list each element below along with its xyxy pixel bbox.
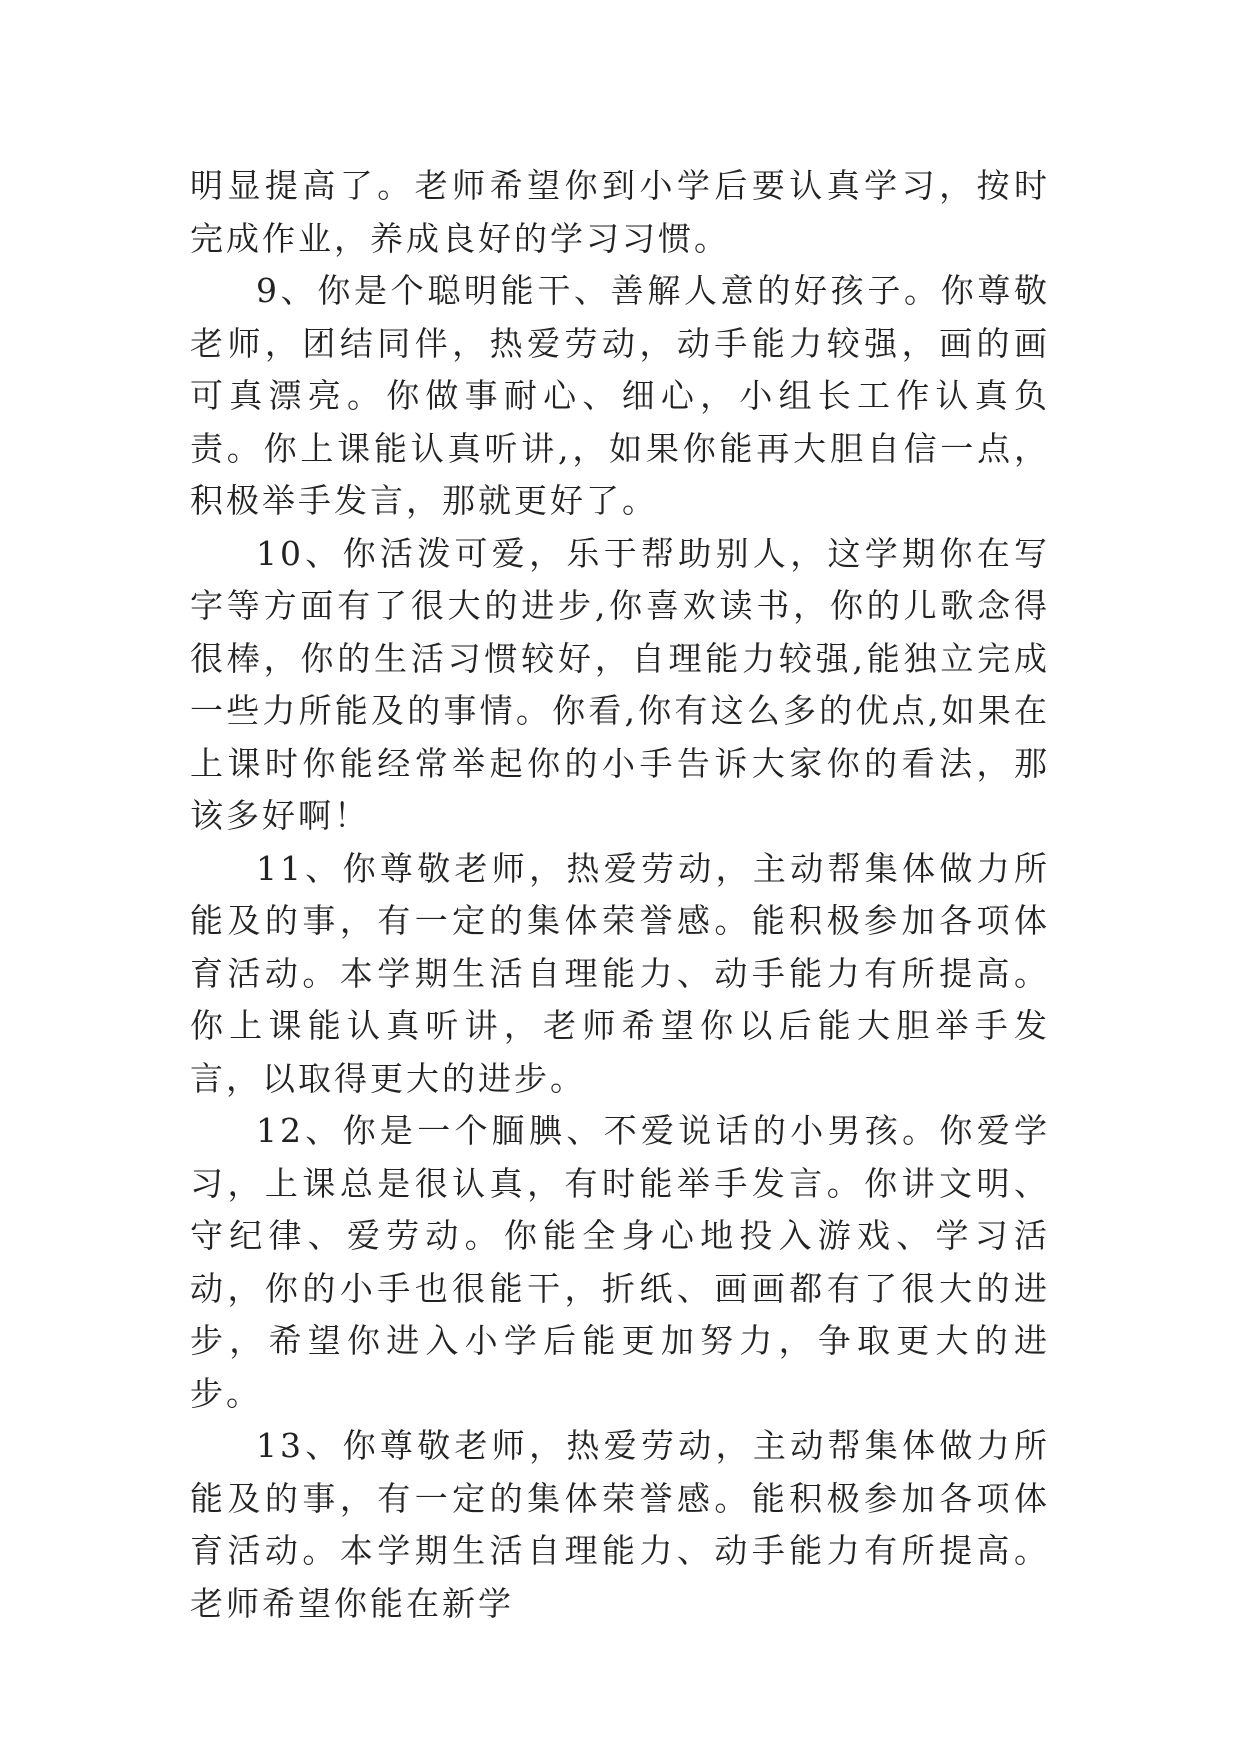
paragraph-comment-13: 13、你尊敬老师，热爱劳动，主动帮集体做力所能及的事，有一定的集体荣誉感。能积极参加各项体育活动。本学期生活自理能力、动手能力有所提高。老师希望你能在新学 [190, 1426, 1050, 1623]
paragraph-comment-12: 12、你是一个腼腆、不爱说话的小男孩。你爱学习，上课总是很认真，有时能举手发言。你讲文明、守纪律、爱劳动。你能全身心地投入游戏、学习活动，你的小手也很能干，折纸、画画都有了很大的进步，希望你进入小学后能更加努力，争取更大的进步。 [190, 1111, 1050, 1413]
paragraph-comment-9: 9、你是个聪明能干、善解人意的好孩子。你尊敬老师，团结同伴，热爱劳动，动手能力较强，画的画可真漂亮。你做事耐心、细心，小组长工作认真负责。你上课能认真听讲,，如果你能再大胆自信一点，积极举手发言，那就更好了。 [190, 271, 1050, 520]
paragraph-comment-11: 11、你尊敬老师，热爱劳动，主动帮集体做力所能及的事，有一定的集体荣誉感。能积极参加各项体育活动。本学期生活自理能力、动手能力有所提高。你上课能认真听讲，老师希望你以后能大胆举手发言，以取得更大的进步。 [190, 848, 1050, 1098]
paragraph-continuation: 明显提高了。老师希望你到小学后要认真学习，按时完成作业，养成良好的学习习惯。 [190, 166, 1050, 258]
paragraph-comment-10: 10、你活泼可爱，乐于帮助别人，这学期你在写字等方面有了很大的进步,你喜欢读书，你的儿歌念得很棒，你的生活习惯较好，自理能力较强,能独立完成一些力所能及的事情。你看,你有这么多的优点,如果在上课时你能经常举起你的小手告诉大家你的看法，那该多好啊！ [190, 533, 1050, 835]
document-body [190, 160, 1050, 1630]
